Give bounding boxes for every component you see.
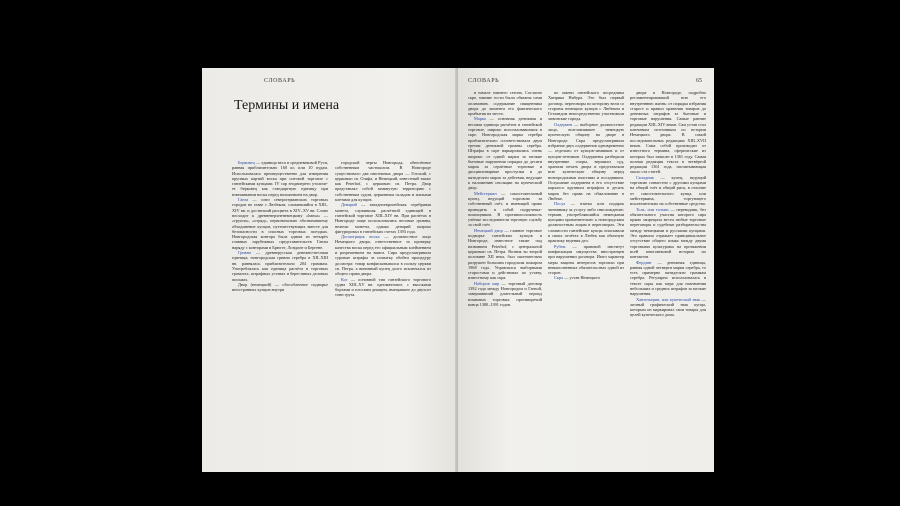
page-number: 65 — [696, 78, 702, 84]
glossary-term: Гривна — [238, 250, 251, 256]
glossary-term: Ког — [341, 276, 348, 282]
left-page — [202, 68, 457, 472]
glossary-entry — [335, 277, 431, 298]
glossary-term: Ханзеэкерив, или купеческий знак — [636, 296, 701, 302]
glossary-term: Мейстерман — [474, 190, 497, 196]
glossary-term: Досмотрщик воска — [341, 234, 380, 240]
running-head-right: СЛОВАРЬ — [468, 78, 500, 84]
right-page — [458, 68, 714, 472]
glossary-entry — [548, 90, 624, 122]
page-title: Термины и имена — [234, 98, 340, 113]
glossary-definition: двора в Новгороде, подробно регламентировавший всю его внутреннюю жизнь: от порядка избрания старост и правил хранения товаров до денежных штрафов за бытовые и торговые нарушения. Самые ранние редакции XIII–XIV веков. Сам устав стал ключевым источником по истории Немецкого двора. В самой последовательных редакциях XIII–XVII веков. Сама собой производит от известного термина, сферические из которых был записан в 1361 году. Самая полная редакция текста в четвёртой редакции 1361 года, насчитывающая около ста статей. — [630, 90, 706, 175]
glossary-term: Фердинг — [636, 259, 652, 265]
glossary-definition: — основной тип ганзейского торгового судна XIII–XV вв. одномачтовое, с высокими бортами и плоским днищем, вмещавшее до двухсот тонн груза. — [335, 276, 431, 298]
glossary-term: Наборов мир — [474, 280, 500, 286]
glossary-entry — [232, 282, 328, 293]
left-column-1 — [232, 160, 328, 466]
glossary-term: Немецкий двор — [474, 227, 503, 233]
glossary-definition: — самостоятельный купец, ведущий торговлю за собственный счёт, и имеющий право приводить в собой подручных-помощников. В противоположность учёные исследователи торговую службу за свой счёт. — [468, 190, 542, 228]
glossary-definition: — денежная единица, равная одной четверти марки серебра, то есть примерно пятидесяти граммам серебра. Регулярно использовалась в тексте скры как мера для назначения небольших и средних штрафов за мелкие нарушения. — [630, 259, 706, 297]
glossary-definition: — союз северогерманских торговых городов во главе с Любеком, сложившийся в XIII–XIV вв. и достигший расцвета в XIV–XV вв. Слово восходит к древневерхненемецкому «hansa» — «группа», «отряд», первоначально обозначавшему объединение купцов, путешествующих вместе для безопасности в опасных торговых поездках. Новгородская контора была одним из четырёх главных зарубежных представительств Ганзы наряду с конторами в Брюгге, Лондоне и Бергене. — [232, 197, 328, 250]
glossary-term: Посул — [554, 201, 566, 207]
glossary-entry — [630, 207, 706, 260]
glossary-entry — [548, 201, 624, 243]
glossary-entry — [232, 197, 328, 250]
glossary-definition: — взятка или подарок чиновнику за услугу либо снисхождение; термин, употреблявшийся немецкими купцами применительно к новгородским должностным лицам в переговорах. Эти сложности ганзейские купцы описывали в своих отчётах в Любек как обычную практику ведения дел. — [548, 201, 624, 244]
glossary-definition: — основная денежная и весовая единица расчётов в ганзейской торговле, широко использовавшаяся в скре. Новгородская марка серебра приблизительно соответствовала двум третям денежной гривны серебра. Штрафы в скре варьировались очень широко: от одной марки за мелкие бытовые нарушения порядка до десяти марок за серьёзные торговые и дисциплинарные проступки и до пятидесяти марок за действия, ведущие к наложению изоляции на купеческий двор. — [468, 116, 542, 191]
glossary-entry — [335, 202, 431, 234]
glossary-term: Марка — [474, 116, 486, 122]
glossary-definition: городской черты Новгорода, обнесённое собственным частоколом. В Новгороде существовало два иноземных двора — Готский, с церковью св. Олафа, и Немецкий, известный также как Peterhof, с церковью св. Петра. Двор представлял собой замкнутую территорию с собственным судом, церковным складом и жилыми клетями для купцов. — [335, 160, 431, 203]
glossary-definition: — переводчик, без обязательного участия которого сира прямо запрещала вести любые торговые переговоры и судебные разбирательства между немецкими и русскими купцами. Это правило отражает принципиальное отсутствие общего языка между двумя торговыми культурами на протяжении всей многовековой истории их контактов. — [630, 206, 706, 260]
right-column-2 — [548, 90, 624, 466]
glossary-term: Денарий — [341, 202, 357, 208]
glossary-entry — [630, 297, 706, 318]
glossary-definition: — западноевропейская серебряная монета, служившая расчётной единицей в ганзейской торговле XIII–XIV вв. При расчётах в Новгороде чаще использовались весовые гривны, нежели монеты, однако денарий широко фигурировал в ганзейских счетах 1393 года. — [335, 202, 431, 234]
glossary-definition: — должностное лицо Немецкого двора, ответственное за проверку качества воска перед его официальным клеймением и разрешением на вывоз. Сира предусматривала суровые штрафы за попытку обойти процедуру досмотра: товар конфисковывался в пользу церкви св. Петра, а виновный купец долго исключался из общего права двора. — [335, 234, 431, 277]
glossary-entry — [335, 234, 431, 276]
glossary-entry — [468, 191, 542, 228]
glossary-term: Олдермен — [554, 121, 573, 127]
glossary-entry — [468, 228, 542, 281]
glossary-term: Ганза — [238, 197, 249, 203]
glossary-entry — [630, 175, 706, 207]
glossary-definition: — купец, ведущий торговлю совместно с другими купцами на общий счёт и общий риск, в отличие от самостоятельного купца, или мейстермана, торгующего исключительно на собственные средства. — [630, 174, 706, 207]
glossary-definition: — личный графический знак купца, которым он маркировал свои товары для целей купеческого дома. — [630, 296, 706, 318]
glossary-definition: по имени ганзейского посредника Хинрика Нибура. Это был первый договор, переговоры по которому вели со стороны немецких купцов с Любеком и Готландом непосредственно участвовали ливонские города. — [548, 90, 624, 122]
glossary-term: Скра — [554, 275, 564, 281]
glossary-entry — [468, 116, 542, 190]
glossary-definition: — главное торговое подворье ганзейских купцов в Новгороде, известное также под названием Peterhof, с центральной церковью св. Петра. Возник во второй половине XII века, был окончательно разрушен большим городским пожаром 1968 года. Управлялся выборными старостами и действовал по уставу, известному как скра. — [468, 227, 542, 281]
glossary-entry — [468, 281, 542, 307]
glossary-definition: — правовой институт конфискации имущества иностранцев при нарушении договора. Имел характер меры защиты интересов торговли при невыполненных обязательствах одной из сторон. — [548, 243, 624, 276]
running-head-left: СЛОВАРЬ — [264, 78, 296, 84]
right-column-3 — [630, 90, 706, 466]
glossary-term: Складник — [636, 174, 654, 180]
glossary-definition: Двор (немецкий) — обособленное подворье иностранных купцов внутри — [232, 281, 328, 293]
glossary-term: Рубеж — [554, 243, 566, 249]
right-column-1 — [468, 90, 542, 466]
glossary-entry — [630, 260, 706, 297]
glossary-definition: — выборное должностное лицо, возглавлявшее немецкую купеческую общину на дворе в Новгороде. Скра предусматривала избрание двух олдерменов одновременно — отдельно от купцов-зимников и от купцов-летников. Олдермены разбирали внутренние споры, вершили суд, хранили печать двора и представляли всю купеческую общину перед новгородскими властями и посадником. Ослушание олдермена в его отсутствие каралось крупным штрафом в десять марок без права на обжалование в Любеке. — [548, 121, 624, 201]
glossary-term: Толк, или толмач — [636, 206, 669, 212]
glossary-entry — [335, 160, 431, 202]
glossary-entry — [548, 122, 624, 201]
glossary-term: Берковец — [238, 160, 255, 165]
glossary-definition: — древнерусская денежно-весовая единица; новгородская гривна серебра в XII–XIII вв. равнялась приблизительно 204 граммам. Употреблялась как единица расчёта в торговых грамотах, штрафных уставах и берестяных деловых письмах. — [232, 250, 328, 282]
glossary-entry — [232, 160, 328, 197]
glossary-entry — [630, 90, 706, 175]
glossary-definition: — устав Немецкого — [563, 275, 601, 281]
glossary-entry — [468, 90, 542, 116]
book-spread — [202, 68, 714, 472]
glossary-entry — [232, 250, 328, 282]
left-column-2 — [335, 160, 431, 466]
glossary-definition: — единица веса в средневековой Руси, равная приблизительно 160 кг, или 10 пудам. Использовалась преимущественно для измерения крупных партий воска при оптовой торговле с ганзейскими купцами. IV сар зеодвиерето утоличе- ет берковец как стандартную единицу при взвешивании воска перед наложением на двор. — [232, 160, 328, 197]
glossary-definition: в начале зимнего сезона. Согласно скре, зимние гости были обязаны сами оплачивать содержание священника двора до момента его фактического прибытия на место. — [468, 90, 542, 117]
glossary-definition: — торговый договор 1392 года между Новгородом и Ганзой, завершивший длительный период взаимных торговых противоречий конца 1380–1391 годов. — [468, 280, 542, 307]
glossary-entry — [548, 244, 624, 276]
glossary-entry — [548, 275, 624, 280]
